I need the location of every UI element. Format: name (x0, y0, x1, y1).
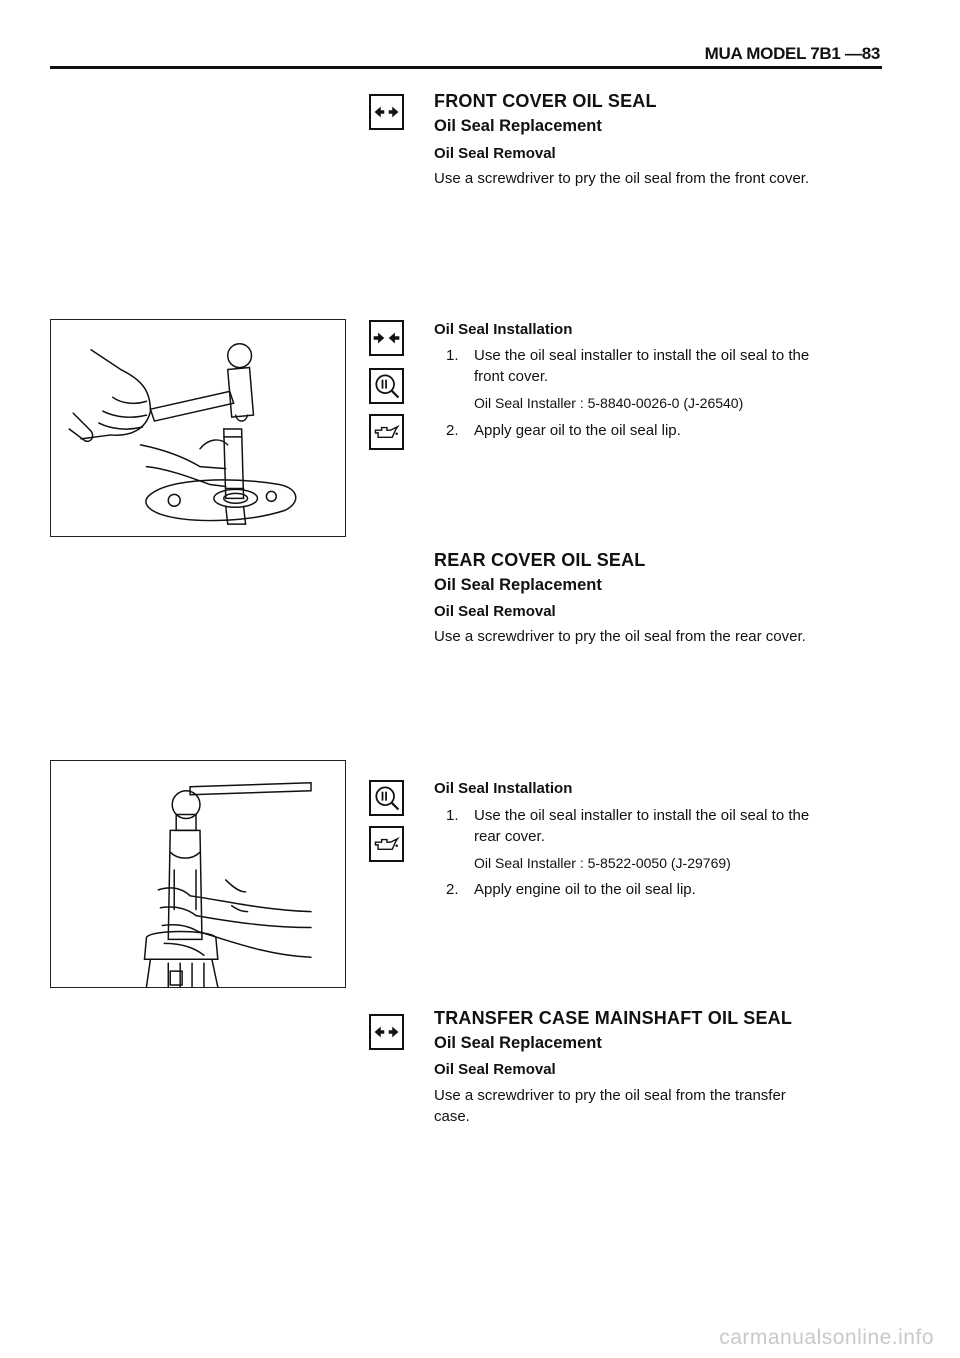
oil-can-icon (369, 826, 404, 862)
step-text-continued: rear cover. (474, 828, 545, 845)
section-title-front-cover: FRONT COVER OIL SEAL (434, 91, 657, 111)
text-transfer-removal-continued: case. (434, 1108, 470, 1125)
page-header: MUA MODEL 7B1 —83 (704, 44, 880, 63)
figure-front-cover-installation (50, 319, 346, 537)
step-text: Apply gear oil to the oil seal lip. (474, 422, 681, 439)
figure-rear-cover-installation (50, 760, 346, 988)
step-text: Use the oil seal installer to install the oil seal to the (474, 347, 810, 364)
heading-rear-installation: Oil Seal Installation (434, 780, 573, 797)
remove-icon (369, 94, 404, 130)
text-front-removal: Use a screwdriver to pry the oil seal from the front cover. (434, 170, 810, 187)
step-number: 2. (446, 881, 459, 898)
heading-transfer-removal: Oil Seal Removal (434, 1061, 556, 1078)
section-title-transfer-case: TRANSFER CASE MAINSHAFT OIL SEAL (434, 1008, 793, 1028)
header-rule (50, 66, 882, 69)
oil-can-icon (369, 414, 404, 450)
remove-icon (369, 1014, 404, 1050)
text-transfer-removal: Use a screwdriver to pry the oil seal from the transfer (434, 1087, 786, 1104)
watermark: carmanualsonline.info (719, 1326, 934, 1349)
subtitle-transfer-replacement: Oil Seal Replacement (434, 1034, 602, 1052)
tool-note-rear: Oil Seal Installer : 5-8522-0050 (J-29769) (474, 855, 731, 871)
subtitle-front-replacement: Oil Seal Replacement (434, 117, 602, 135)
step-number: 1. (446, 347, 459, 364)
heading-front-removal: Oil Seal Removal (434, 145, 556, 162)
step-number: 1. (446, 807, 459, 824)
step-text-continued: front cover. (474, 368, 549, 385)
text-rear-removal: Use a screwdriver to pry the oil seal from the rear cover. (434, 628, 806, 645)
heading-rear-removal: Oil Seal Removal (434, 603, 556, 620)
step-text: Apply engine oil to the oil seal lip. (474, 881, 696, 898)
heading-front-installation: Oil Seal Installation (434, 321, 573, 338)
subtitle-rear-replacement: Oil Seal Replacement (434, 576, 602, 594)
section-title-rear-cover: REAR COVER OIL SEAL (434, 550, 646, 570)
tool-note-front: Oil Seal Installer : 5-8840-0026-0 (J-26540) (474, 395, 744, 411)
special-tool-icon (369, 780, 404, 816)
install-icon (369, 320, 404, 356)
step-text: Use the oil seal installer to install the oil seal to the (474, 807, 810, 824)
step-number: 2. (446, 422, 459, 439)
special-tool-icon (369, 368, 404, 404)
